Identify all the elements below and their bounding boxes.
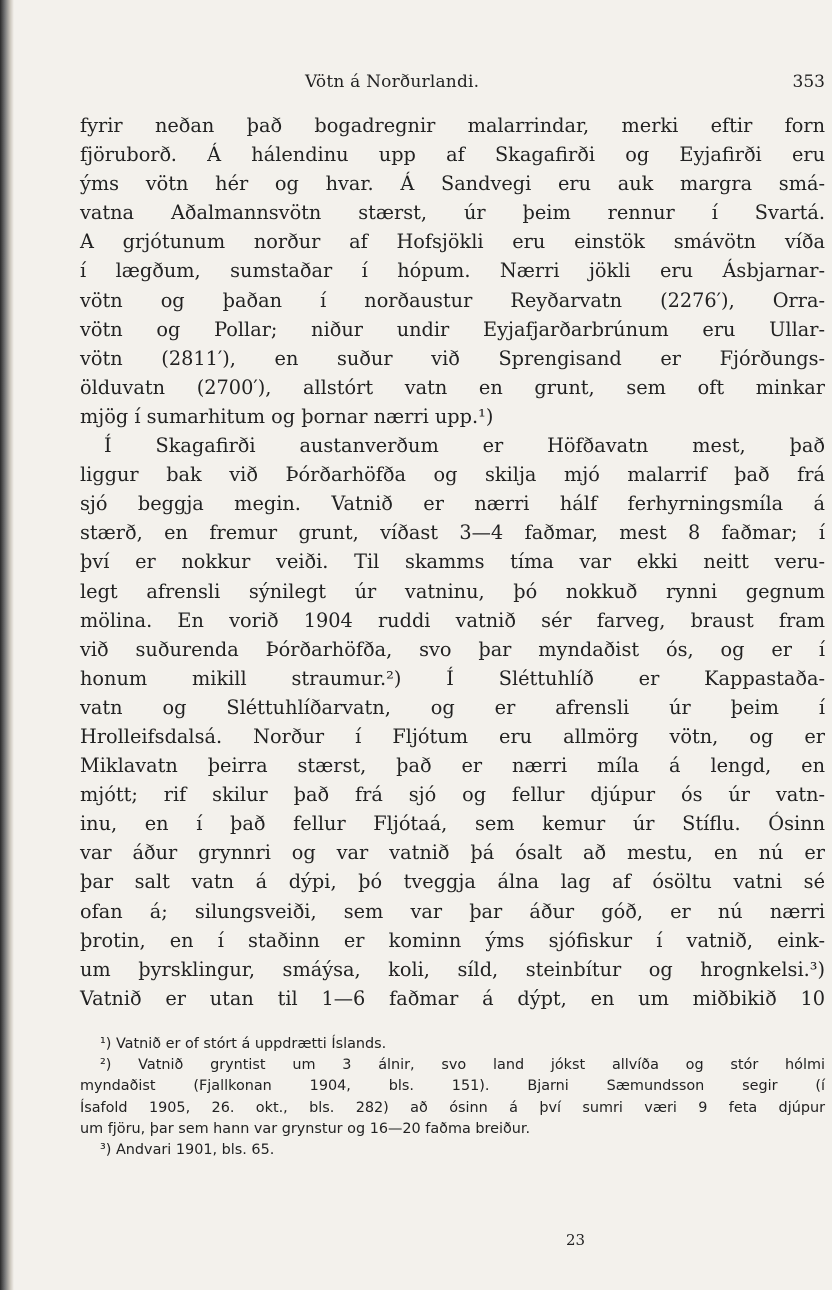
text-line: vötn og þaðan í norðaustur Reyðarvatn (2276′), Orra-	[80, 288, 825, 312]
text-line: inu, en í það fellur Fljótaá, sem kemur úr Stíflu. Ósinn	[80, 812, 825, 836]
text-line: um þyrsklingur, smáýsa, koli, síld, steinbítur og hrognkelsi.³)	[80, 957, 825, 981]
text-line: mölina. En vorið 1904 ruddi vatnið sér farveg, braust fram	[80, 608, 825, 632]
text-line: Hrolleifsdalsá. Norður í Fljótum eru allmörg vötn, og er	[80, 724, 825, 748]
footnote-line: Ísafold 1905, 26. okt., bls. 282) að ósinn á því sumri væri 9 feta djúpur	[80, 1099, 825, 1116]
text-line: fjöruborð. Á hálendinu upp af Skagafirði og Eyjafirði eru	[80, 143, 825, 167]
text-line: Vatnið er utan til 1—6 faðmar á dýpt, en um miðbikið 10	[80, 986, 825, 1010]
text-line: liggur bak við Þórðarhöfða og skilja mjó malarrif það frá	[80, 463, 825, 487]
printer-signature-mark: 23	[566, 1231, 586, 1249]
text-line: mjótt; rif skilur það frá sjó og fellur djúpur ós úr vatn-	[80, 783, 825, 807]
text-line: Miklavatn þeirra stærst, það er nærri míla á lengd, en	[80, 754, 825, 778]
running-title: Vötn á Norðurlandi.	[305, 72, 480, 92]
text-line: við suðurenda Þórðarhöfða, svo þar myndaðist ós, og er í	[80, 637, 825, 661]
text-line: stærð, en fremur grunt, víðast 3—4 faðmar, mest 8 faðmar; í	[80, 521, 825, 545]
text-line: í lægðum, sumstaðar í hópum. Nærri jökli eru Ásbjarnar-	[80, 259, 825, 283]
body-text	[80, 111, 825, 1013]
text-line: fyrir neðan það bogadregnir malarrindar, merki eftir forn	[80, 114, 825, 137]
text-line: vötn (2811′), en suður við Sprengisand er Fjórðungs-	[80, 346, 825, 370]
footnote-line: myndaðist (Fjallkonan 1904, bls. 151). Bjarni Sæmundsson segir (í	[80, 1078, 825, 1095]
text-line: því er nokkur veiði. Til skamms tíma var ekki neitt veru-	[80, 550, 825, 574]
text-line: vatn og Sléttuhlíðarvatn, og er afrensli úr þeim í	[80, 695, 825, 719]
footnote-line: ¹) Vatnið er of stórt á uppdrætti Íslands.	[100, 1036, 387, 1052]
text-line: honum mikill straumur.²) Í Sléttuhlíð er Kappastaða-	[80, 666, 825, 690]
text-line: Í Skagafirði austanverðum er Höfðavatn mest, það	[104, 434, 825, 458]
page-header	[80, 72, 825, 102]
text-line: ölduvatn (2700′), allstórt vatn en grunt, sem oft minkar	[80, 375, 825, 399]
text-line: mjög í sumarhitum og þornar nærri upp.¹)	[80, 404, 494, 428]
footnotes	[80, 1034, 825, 1161]
text-line: þrotin, en í staðinn er kominn ýms sjófiskur í vatnið, eink-	[80, 928, 825, 952]
text-line: vötn og Pollar; niður undir Eyjafjarðarbrúnum eru Ullar-	[80, 317, 825, 341]
footnote-line: um fjöru, þar sem hann var grynstur og 16—20 faðma breiður.	[80, 1120, 531, 1137]
text-line: ýms vötn hér og hvar. Á Sandvegi eru auk margra smá-	[80, 172, 825, 196]
text-line: vatna Aðalmannsvötn stærst, úr þeim rennur í Svartá.	[80, 201, 825, 225]
footnote-line: ²) Vatnið gryntist um 3 álnir, svo land jókst allvíða og stór hólmi	[100, 1057, 825, 1074]
text-line: legt afrensli sýnilegt úr vatninu, þó nokkuð rynni gegnum	[80, 579, 825, 603]
text-line: A grjótunum norður af Hofsjökli eru einstök smávötn víða	[80, 230, 825, 254]
page-number: 353	[792, 72, 825, 92]
text-line: ofan á; silungsveiði, sem var þar áður góð, er nú nærri	[80, 899, 825, 923]
footnote-line: ³) Andvari 1901, bls. 65.	[100, 1142, 275, 1159]
book-binding-edge	[0, 0, 14, 1290]
text-line: var áður grynnri og var vatnið þá ósalt að mestu, en nú er	[80, 841, 825, 865]
text-line: sjó beggja megin. Vatnið er nærri hálf ferhyrningsmíla á	[80, 492, 825, 516]
text-line: þar salt vatn á dýpi, þó tveggja álna lag af ósöltu vatni sé	[80, 870, 825, 894]
